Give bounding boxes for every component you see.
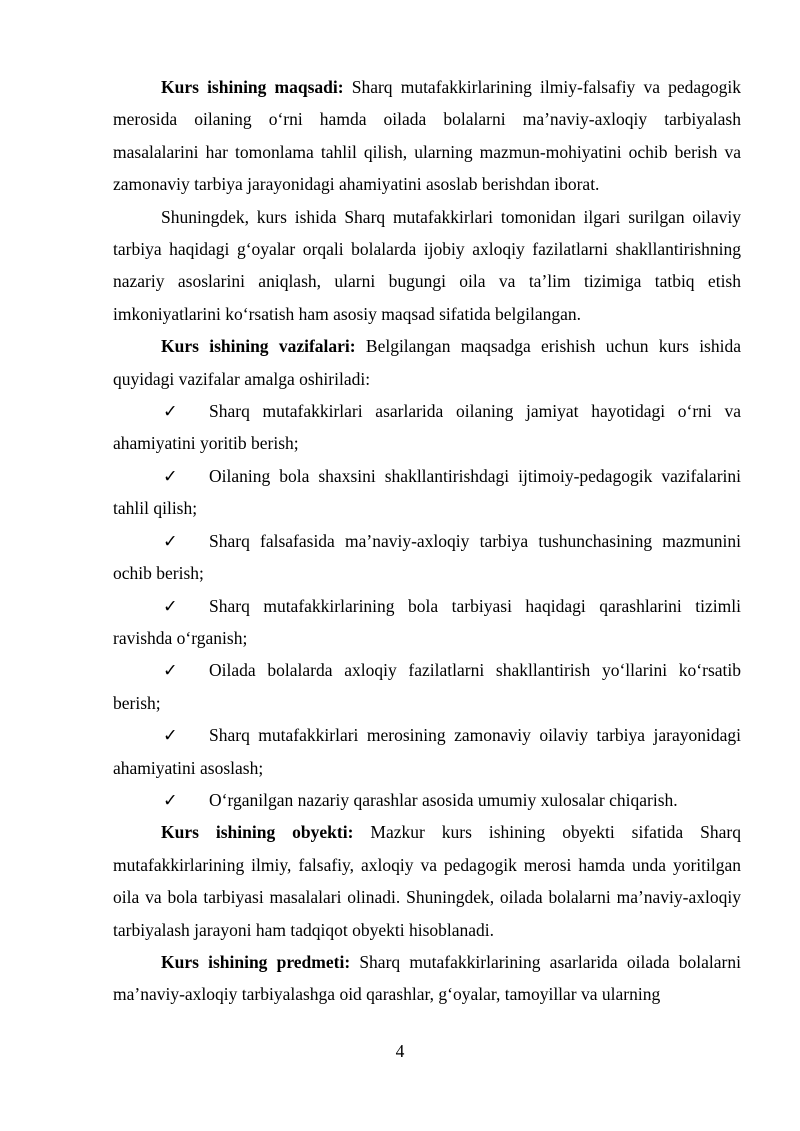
paragraph-subject-text: Sharq mutafakkirlarining asarlarida oilada bolalarni maʼnaviy-axloqiy tarbiyalashga oid qarashlar, gʻoyalar, tamoyillar va ularning	[113, 951, 741, 1005]
paragraph-object-text: Mazkur kurs ishining obyekti sifatida Sharq mutafakkirlarining ilmiy, falsafiy, axloqiy va pedagogik merosi hamda unda yoritilgan oila va bola tarbiyasi masalalari olinadi. Shuningdek, oilada bolalarni maʼnaviy-axloqiy tarbiyalash jarayoni ham tadqiqot obyekti hisoblanadi.	[113, 822, 741, 940]
paragraph-subject	[113, 946, 741, 1011]
heading-subject: Kurs ishining predmeti:	[161, 951, 351, 972]
checkmark-icon: ✓	[163, 401, 178, 422]
page-number: 4	[395, 1041, 405, 1061]
checkmark-icon: ✓	[163, 725, 178, 746]
paragraph-tasks	[113, 330, 741, 395]
list-item-text: Sharq mutafakkirlari merosining zamonaviy oilaviy tarbiya jarayonidagi ahamiyatini asoslash;	[113, 725, 741, 778]
paragraph-goal-text: Sharq mutafakkirlarining ilmiy-falsafiy va pedagogik merosida oilaning oʻrni hamda oilada bolalarni maʼnaviy-axloqiy tarbiyalash masalalarini har tomonlama tahlil qilish, ularning mazmun-mohiyatini ochib berish va zamonaviy tarbiya jarayonidagi ahamiyatini asoslab berishdan iborat.	[113, 77, 741, 195]
paragraph-additional-goal	[113, 201, 741, 331]
checkmark-icon: ✓	[163, 465, 178, 486]
list-item	[113, 784, 741, 816]
list-item-text: Sharq mutafakkirlari asarlarida oilaning jamiyat hayotidagi oʻrni va ahamiyatini yoritib berish;	[113, 401, 741, 454]
checkmark-icon: ✓	[163, 595, 178, 616]
heading-goal: Kurs ishining maqsadi:	[161, 77, 344, 97]
list-item	[113, 654, 741, 719]
task-list	[113, 395, 741, 816]
paragraph-additional-goal-text: Shuningdek, kurs ishida Sharq mutafakkirlari tomonidan ilgari surilgan oilaviy tarbiya haqidagi gʻoyalar orqali bolalarda ijobiy axloqiy fazilatlarni shakllantirishning nazariy asoslarini aniqlash, ularni bugungi oila va taʼlim tizimiga tatbiq etish imkoniyatlarini koʻrsatish ham asosiy maqsad sifatida belgilangan.	[113, 206, 741, 324]
paragraph-object	[113, 816, 741, 946]
page-content	[113, 71, 741, 1011]
list-item-text: Sharq falsafasida maʼnaviy-axloqiy tarbiya tushunchasining mazmunini ochib berish;	[113, 530, 741, 584]
list-item	[113, 460, 741, 525]
list-item-text: Oilada bolalarda axloqiy fazilatlarni shakllantirish yoʻllarini koʻrsatib berish;	[113, 660, 741, 713]
checkmark-icon: ✓	[163, 789, 178, 810]
checkmark-icon: ✓	[163, 660, 178, 681]
list-item-text: Oilaning bola shaxsini shakllantirishdagi ijtimoiy-pedagogik vazifalarini tahlil qilish;	[113, 465, 741, 519]
paragraph-goal	[113, 71, 741, 201]
heading-object: Kurs ishining obyekti:	[161, 822, 354, 843]
list-item	[113, 590, 741, 655]
list-item-text: Sharq mutafakkirlarining bola tarbiyasi haqidagi qarashlarini tizimli ravishda oʻrganish;	[113, 595, 741, 648]
heading-tasks: Kurs ishining vazifalari:	[161, 336, 356, 357]
list-item	[113, 525, 741, 590]
list-item	[113, 395, 741, 460]
checkmark-icon: ✓	[163, 530, 178, 551]
list-item	[113, 719, 741, 784]
list-item-text: Oʻrganilgan nazariy qarashlar asosida umumiy xulosalar chiqarish.	[209, 789, 678, 810]
paragraph-tasks-text: Belgilangan maqsadga erishish uchun kurs ishida quyidagi vazifalar amalga oshiriladi:	[113, 336, 741, 389]
